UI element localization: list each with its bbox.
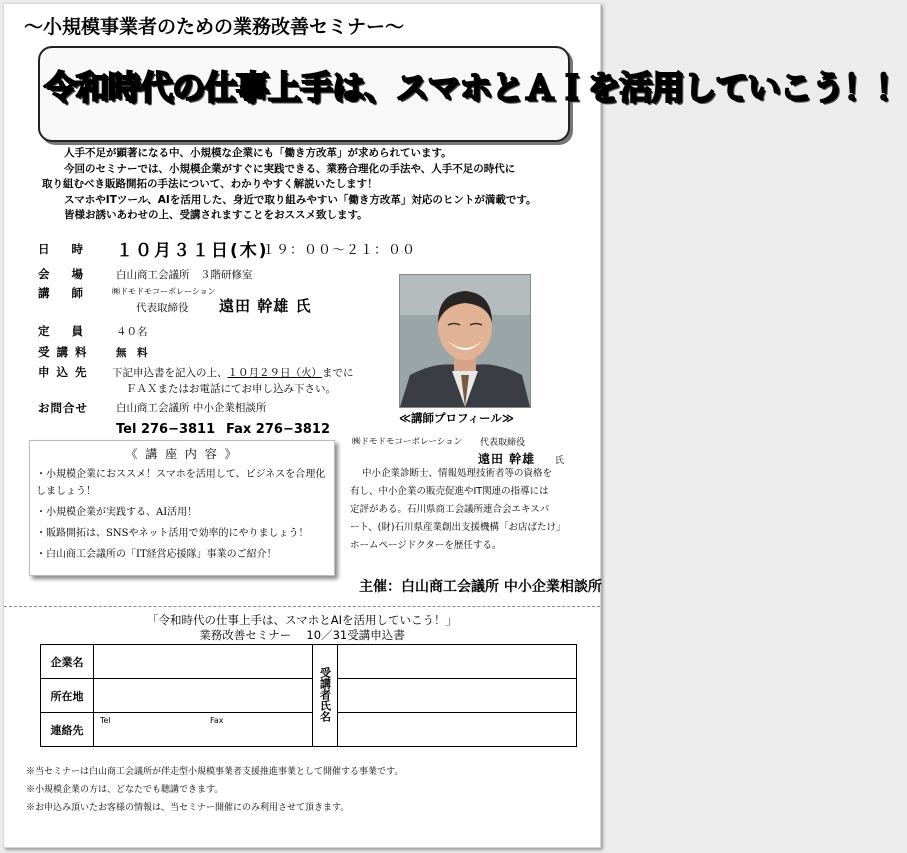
attendee-label <box>313 645 338 747</box>
apply-line2: ＦＡＸまたはお電話にてお申し込み下さい。 <box>126 383 336 395</box>
attendee-field-3[interactable] <box>338 713 577 747</box>
profile-company: ㈱ドモドモコーポレーション <box>352 437 463 447</box>
address-field[interactable] <box>94 679 313 713</box>
lecture-item: ・販路開拓は、SNSやネット活用で効率的にやりましょう！ <box>36 528 309 539</box>
profile-bio-line: 中小企業診断士、情報処理技術者等の資格を <box>362 468 553 479</box>
apply-label: 申込先 <box>38 365 94 379</box>
application-form <box>40 644 577 747</box>
lecturer-photo <box>399 274 531 408</box>
apply-deadline: １０月２９日（火） <box>227 367 322 379</box>
lecture-content-box <box>29 440 335 576</box>
note-1: ※当セミナーは白山商工会議所が伴走型小規模事業者支援推進事業として開催する事業です。 <box>26 767 404 777</box>
contact-label: お問合せ <box>38 401 88 415</box>
profile-bio-line: 定評がある。石川県商工会議所連合会エキスパ <box>350 504 550 515</box>
lecturer-portrait-image <box>400 275 530 407</box>
intro-line: 人手不足が顕著になる中、小規模な企業にも「働き方改革」が求められています。 <box>64 147 452 159</box>
lecture-item: ・白山商工会議所の「IT経営応援隊」事業のご紹介！ <box>36 549 277 560</box>
apply-line1 <box>112 365 354 380</box>
attendee-label-text: 受講者氏名 <box>318 666 332 722</box>
profile-title: ≪講師プロフィール≫ <box>399 411 514 425</box>
organizer: 主催：白山商工会議所 中小企業相談所 <box>359 579 602 595</box>
profile-bio-line: ホームページドクターを歴任する。 <box>350 540 502 551</box>
profile-name: 遠田 幹雄 <box>478 452 536 466</box>
attendee-field-2[interactable] <box>338 679 577 713</box>
intro-line: スマホやITツール、AIを活用した、身近で取り組みやすい「働き方改革」対応のヒントが満載です。 <box>64 193 537 206</box>
profile-honorific: 氏 <box>555 456 565 466</box>
banner-title: 令和時代の仕事上手は、スマホとＡＩを活用していこう！！ <box>44 68 907 107</box>
intro-line: 今回のセミナーでは、小規模企業がすぐに実践できる、業務合理化の手法や、人手不足の時代に <box>64 162 516 175</box>
intro-text <box>42 146 577 224</box>
profile-role: 代表取締役 <box>480 438 526 448</box>
date-label: 日時 <box>38 242 105 256</box>
time-value: １９：００〜２１：００ <box>262 243 417 258</box>
company-label: 企業名 <box>41 645 94 679</box>
address-label: 所在地 <box>41 679 94 713</box>
note-3: ※お申込み頂いたお客様の情報は、当セミナー開催にのみ利用させて頂きます。 <box>26 803 350 813</box>
intro-line: 取り組むべき販路開拓の手法について、わかりやすく解説いたします！ <box>42 178 378 190</box>
date-value: １０月３１日(木) <box>116 241 269 261</box>
seminar-subtitle: 〜小規模事業者のための業務改善セミナー〜 <box>24 16 405 38</box>
fax-number: Fax 276−3812 <box>226 422 331 437</box>
intro-line: 皆様お誘いあわせの上、受講されますことをおススメ致します。 <box>64 209 368 221</box>
lecture-item: ・小規模企業におススメ！スマホを活用して、ビジネスを合理化しましょう！ <box>36 469 326 497</box>
tel-number: Tel 276−3811 <box>116 422 216 437</box>
profile-bio <box>350 465 585 555</box>
form-title-line2: 業務改善セミナー 10／31受講申込書 <box>199 628 405 642</box>
note-2: ※小規模企業の方は、どなたでも聴講できます。 <box>26 785 224 795</box>
fax-field-label: Fax <box>210 716 224 725</box>
contact-value: 白山商工会議所 中小企業相談所 <box>116 402 267 414</box>
lecturer-title: 代表取締役 <box>136 302 189 314</box>
apply-line1-post: までに <box>322 367 354 379</box>
attendee-field-1[interactable] <box>338 645 577 679</box>
fee-value: 無 料 <box>116 347 148 359</box>
lecture-title: 《 講 座 内 容 》 <box>125 447 239 461</box>
capacity-label: 定員 <box>38 324 105 338</box>
lecture-item: ・小規模企業が実践する、AI活用！ <box>36 507 198 518</box>
contact-field[interactable] <box>94 713 313 747</box>
lecturer-company: ㈱ドモドモコーポレーション <box>112 287 216 296</box>
profile-bio-line: ート、(財)石川県産業創出支援機構「お店ばたけ」 <box>350 522 566 533</box>
venue-value: 白山商工会議所 ３階研修室 <box>116 269 253 281</box>
form-title-line1: 「令和時代の仕事上手は、スマホとAIを活用していこう！」 <box>146 613 458 627</box>
apply-line1-pre: 下記申込書を記入の上、 <box>112 367 228 379</box>
company-field[interactable] <box>94 645 313 679</box>
contact-row-label: 連絡先 <box>41 713 94 747</box>
fee-label: 受講料 <box>38 345 94 359</box>
lecturer-name: 遠田 幹雄 氏 <box>219 297 312 315</box>
capacity-value: ４０名 <box>116 326 148 338</box>
seminar-flyer <box>3 3 907 848</box>
tel-field-label: Tel <box>100 716 111 725</box>
lecturer-label: 講師 <box>38 286 105 300</box>
cut-line <box>4 606 600 607</box>
venue-label: 会場 <box>38 267 105 281</box>
profile-bio-line: 有し、中小企業の販売促進やIT関連の指導には <box>350 486 549 497</box>
